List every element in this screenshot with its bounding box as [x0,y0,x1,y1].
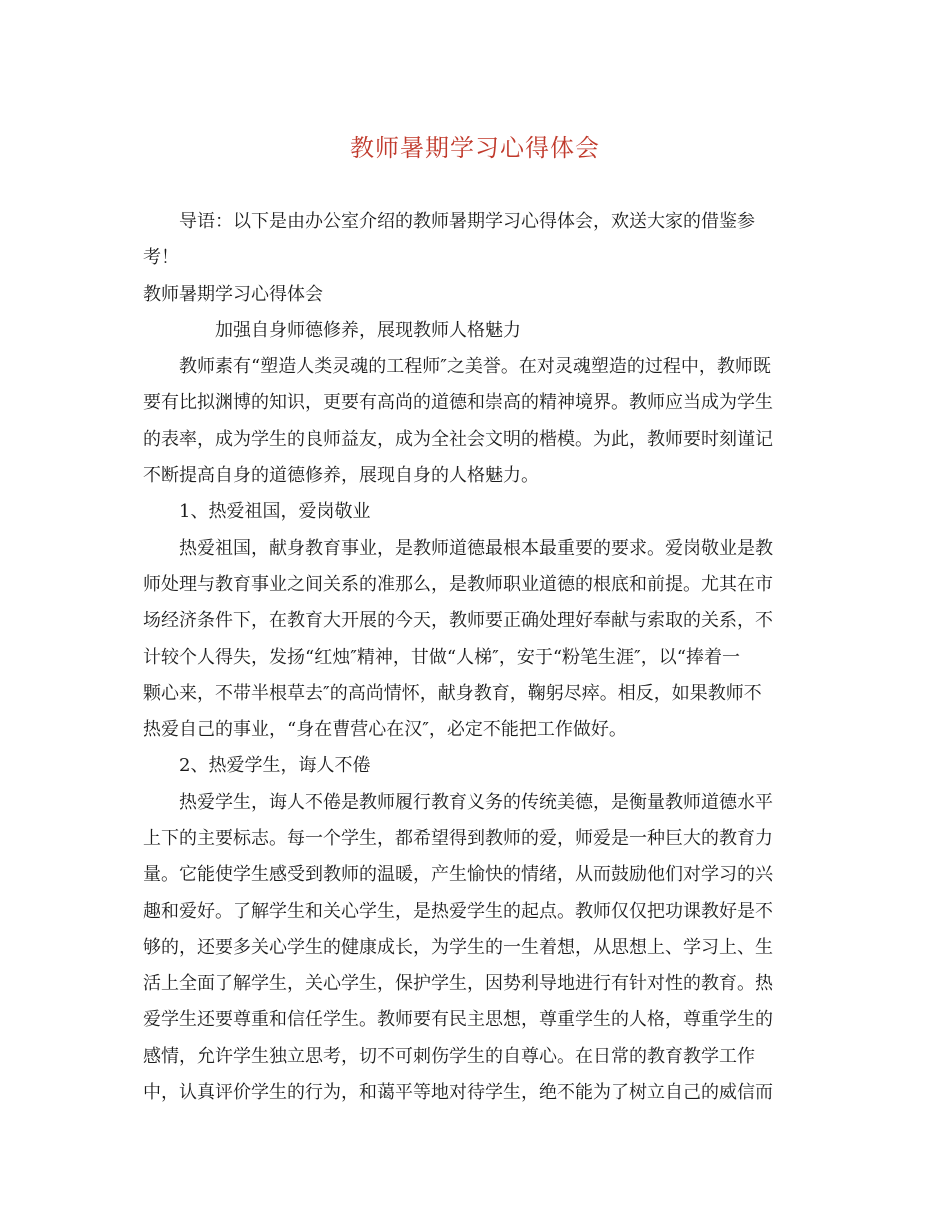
intro-line: 导语：以下是由办公室介绍的教师暑期学习心得体会，欢送大家的借鉴参 [179,211,755,232]
list-heading-2: 2、热爱学生，诲人不倦 [179,755,371,776]
paragraph-line: 的表率，成为学生的良师益友，成为全社会文明的楷模。为此，教师要时刻谨记 [143,429,773,450]
paragraph-line: 热爱自己的事业，“身在曹营心在汉″，必定不能把工作做好。 [143,719,627,740]
paragraph-line: 感情，允许学生独立思考，切不可刺伤学生的自尊心。在日常的教育教学工作 [143,1046,755,1067]
document-title: 教师暑期学习心得体会 [350,134,600,162]
paragraph-line: 中，认真评价学生的行为，和蔼平等地对待学生，绝不能为了树立自己的威信而 [143,1082,773,1103]
paragraph-line: 教师素有“塑造人类灵魂的工程师″之美誉。在对灵魂塑造的过程中，教师既 [179,356,771,377]
section-heading: 加强自身师德修养，展现教师人格魅力 [215,320,521,341]
paragraph-line: 上下的主要标志。每一个学生，都希望得到教师的爱，师爱是一种巨大的教育力 [143,828,773,849]
paragraph-line: 热爱祖国，献身教育事业，是教师道德最根本最重要的要求。爱岗敬业是教 [179,538,773,559]
paragraph-line: 不断提高自身的道德修养，展现自身的人格魅力。 [143,465,539,486]
paragraph-line: 要有比拟渊博的知识，更要有高尚的道德和崇高的精神境界。教师应当成为学生 [143,392,773,413]
paragraph-line: 趣和爱好。了解学生和关心学生，是热爱学生的起点。教师仅仅把功课教好是不 [143,901,773,922]
list-heading-1: 1、热爱祖国，爱岗敬业 [179,501,371,522]
paragraph-line: 活上全面了解学生，关心学生，保护学生，因势利导地进行有针对性的教育。热 [143,973,773,994]
subtitle: 教师暑期学习心得体会 [143,284,323,305]
paragraph-line: 热爱学生，诲人不倦是教师履行教育义务的传统美德，是衡量教师道德水平 [179,792,773,813]
paragraph-line: 够的，还要多关心学生的健康成长，为学生的一生着想，从思想上、学习上、生 [143,937,773,958]
paragraph-line: 计较个人得失，发扬“红烛″精神，甘做“人梯″，安于“粉笔生涯″，以“捧着一 [143,647,740,668]
paragraph-line: 师处理与教育事业之间关系的准那么，是教师职业道德的根底和前提。尤其在市 [143,574,773,595]
intro-line: 考！ [143,247,179,268]
paragraph-line: 颗心来，不带半根草去″的高尚情怀，献身教育，鞠躬尽瘁。相反，如果教师不 [143,683,762,704]
paragraph-line: 爱学生还要尊重和信任学生。教师要有民主思想，尊重学生的人格，尊重学生的 [143,1009,773,1030]
paragraph-line: 场经济条件下，在教育大开展的今天，教师要正确处理好奉献与索取的关系，不 [143,610,773,631]
paragraph-line: 量。它能使学生感受到教师的温暖，产生愉快的情绪，从而鼓励他们对学习的兴 [143,864,773,885]
